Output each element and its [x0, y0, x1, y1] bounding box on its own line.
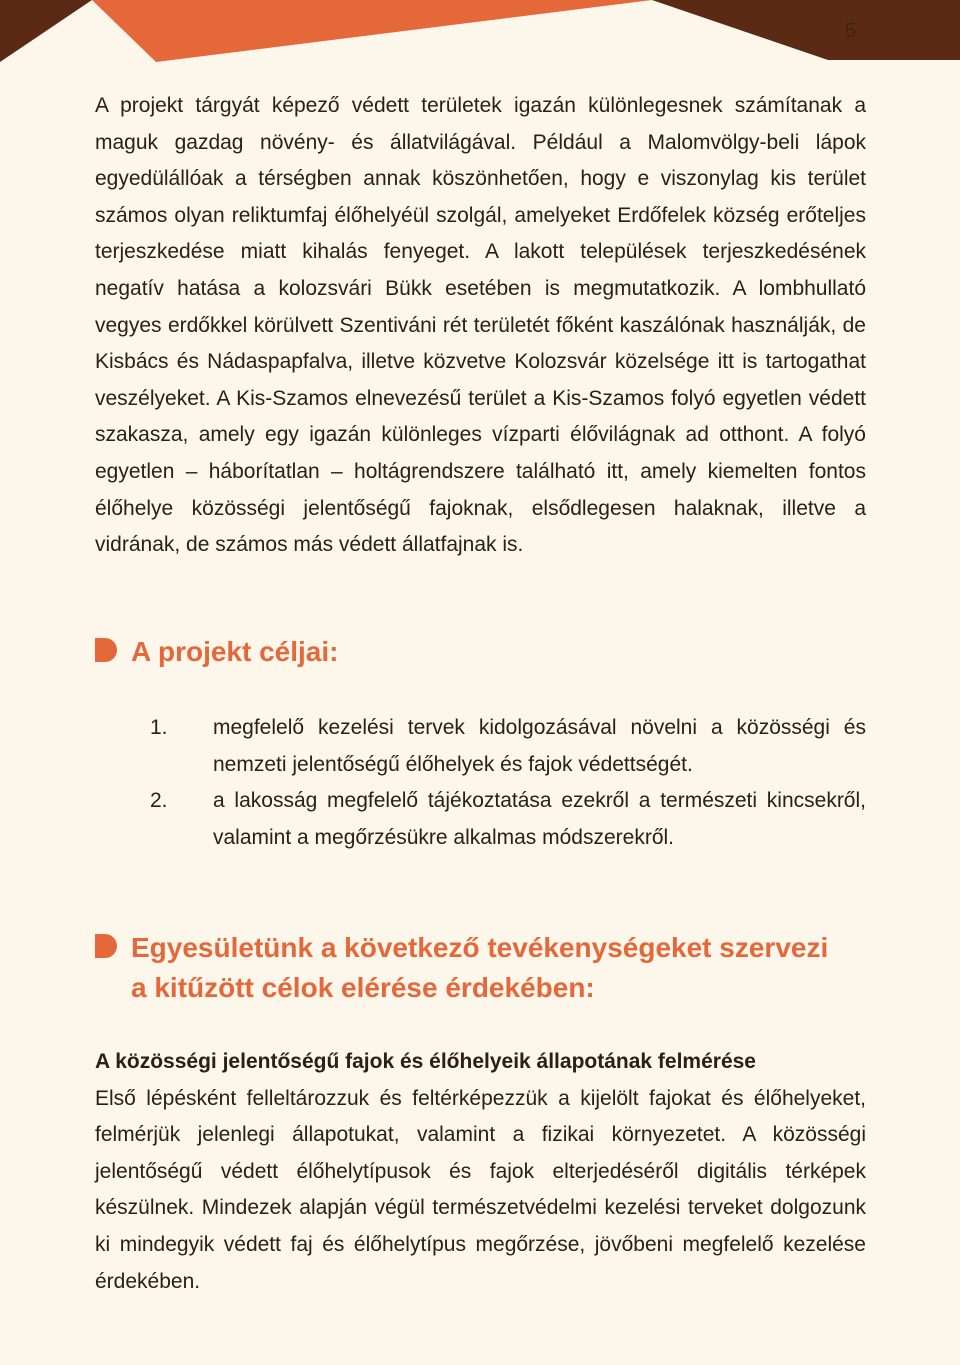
header-banner [0, 0, 960, 70]
subsection-paragraph: Első lépésként felleltározzuk és feltérképezzük a kijelölt fajokat és élőhelyeket, felmérjük jelenlegi állapotukat, valamint a fizikai környezetet. A közösségi jelentőségű védett élőhelytípusok és fajok elterjedéséről digitális térképek készülnek. Mindezek alapján végül természetvédelmi kezelési terveket dolgozunk ki mindegyik védett faj és élőhelytípus megőrzése, jövőbeni megfelelő kezelése érdekében. [95, 1086, 866, 1293]
goal-text: a lakosság megfelelő tájékoztatása ezekről a természeti kincsekről, valamint a megőrzésükre alkalmas módszerekről. [213, 789, 866, 849]
goal-item [150, 783, 866, 856]
banner-dark-right [652, 0, 960, 60]
goal-number: 2. [150, 789, 168, 813]
activities-heading-text [131, 928, 828, 1008]
goals-heading-text: A projekt céljai: [131, 636, 339, 667]
intro-section [95, 88, 866, 564]
goal-number: 1. [150, 716, 168, 739]
bullet-marker-icon [95, 934, 119, 958]
activities-heading [95, 928, 828, 1008]
bullet-marker-icon [95, 638, 119, 662]
goals-list [150, 710, 866, 856]
activities-heading-line2: a kitűzött célok elérése érdekében: [131, 972, 595, 1003]
banner-dark-left [0, 0, 92, 62]
activities-section [95, 1044, 866, 1300]
intro-paragraph: A projekt tárgyát képező védett területek igazán különlegesnek számítanak a maguk gazdag növény- és állatvilágával. Például a Malomvölgy-beli lápok egyedülállóak a térségben annak köszönhetően, hogy e viszonylag kis terület számos olyan reliktumfaj élőhelyéül szolgál, amelyeket Erdőfelek község erőteljes terjeszkedése miatt kihalás fenyeget. A lakott települések terjeszkedésének negatív hatása a kolozsvári Bükk esetében is megmutatkozik. A lombhullató vegyes erdőkkel körülvett Szentiváni rét területét főként kaszálónak használják, de Kisbács és Nádaspapfalva, illetve közvetve Kolozsvár közelsége itt is tartogathat veszélyeket. A Kis-Szamos elnevezésű terület a Kis-Szamos folyó egyetlen védett szakasza, amely egy igazán különleges vízparti élővilágnak ad otthont. A folyó egyetlen – háborítatlan – holtágrendszere található itt, amely kiemelten fontos élőhelye közösségi jelentőségű fajoknak, elsődlegesen halaknak, illetve a vidrának, de számos más védett állatfajnak is. [95, 94, 866, 557]
goal-text: megfelelő kezelési tervek kidolgozásával növelni a közösségi és nemzeti jelentőségű élőhelyek és fajok védettségét. [213, 716, 866, 776]
activities-heading-line1: Egyesületünk a következő tevékenységeket szervezi [131, 932, 829, 963]
banner-orange-band [92, 0, 652, 62]
page-number: 5 [844, 20, 856, 42]
subsection-title: A közösségi jelentőségű fajok és élőhelyeik állapotának felmérése [95, 1050, 756, 1073]
goal-item [150, 710, 866, 783]
goals-heading [95, 632, 338, 672]
